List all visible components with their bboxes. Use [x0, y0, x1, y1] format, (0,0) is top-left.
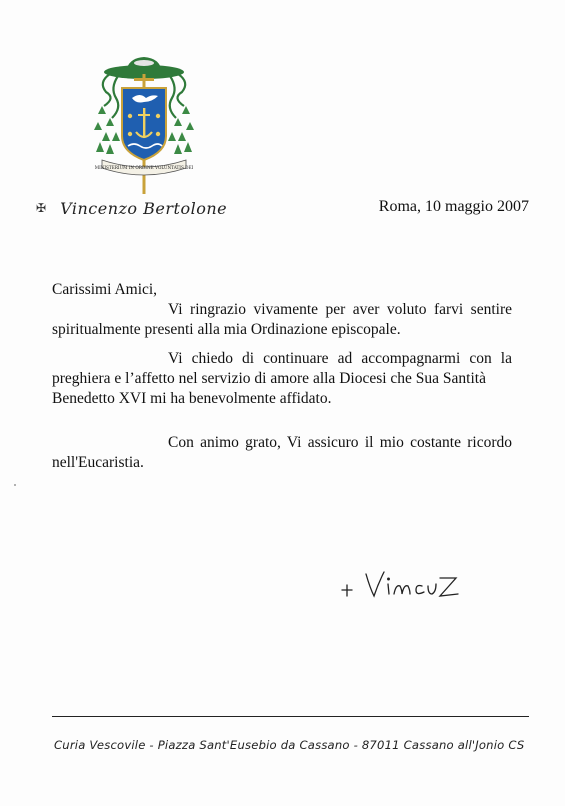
salutation: Carissimi Amici, [52, 281, 158, 298]
sender-line [36, 196, 227, 220]
footer-divider [52, 716, 529, 717]
paragraph-3-line-2: nell'Eucaristia. [52, 454, 144, 471]
paper-speck [14, 484, 16, 486]
footer-address: Curia Vescovile - Piazza Sant'Eusebio da Cassano - 87011 Cassano all'Jonio CS [54, 738, 525, 752]
paragraph-2-line-3: Benedetto XVI mi ha benevolmente affidato. [52, 390, 332, 407]
paragraph-3-line-1: Con animo grato, Vi assicuro il mio costante ricordo [168, 434, 512, 451]
paragraph-1-line-1: Vi ringrazio vivamente per aver voluto farvi sentire [168, 301, 512, 318]
paragraph-2-line-2: preghiera e l’affetto nel servizio di amore alla Diocesi che Sua Santità [52, 370, 486, 387]
svg-text:MINISTERIUM IN ORDINE VOLUNTAT: MINISTERIUM IN ORDINE VOLUNTATIS DEI [94, 165, 194, 170]
paragraph-1-line-2: spiritualmente presenti alla mia Ordinazione episcopale. [52, 321, 401, 338]
paragraph-1 [52, 300, 512, 340]
paragraph-3 [52, 433, 512, 473]
paragraph-2-line-1: Vi chiedo di continuare ad accompagnarmi con la [168, 350, 512, 367]
letter-date: Roma, 10 maggio 2007 [378, 198, 529, 215]
sender-name: Vincenzo Bertolone [60, 198, 228, 218]
handwritten-signature [336, 560, 476, 604]
maltese-cross-icon: ✠ [36, 201, 47, 215]
episcopal-coat-of-arms [88, 48, 200, 196]
paragraph-2 [52, 349, 512, 409]
